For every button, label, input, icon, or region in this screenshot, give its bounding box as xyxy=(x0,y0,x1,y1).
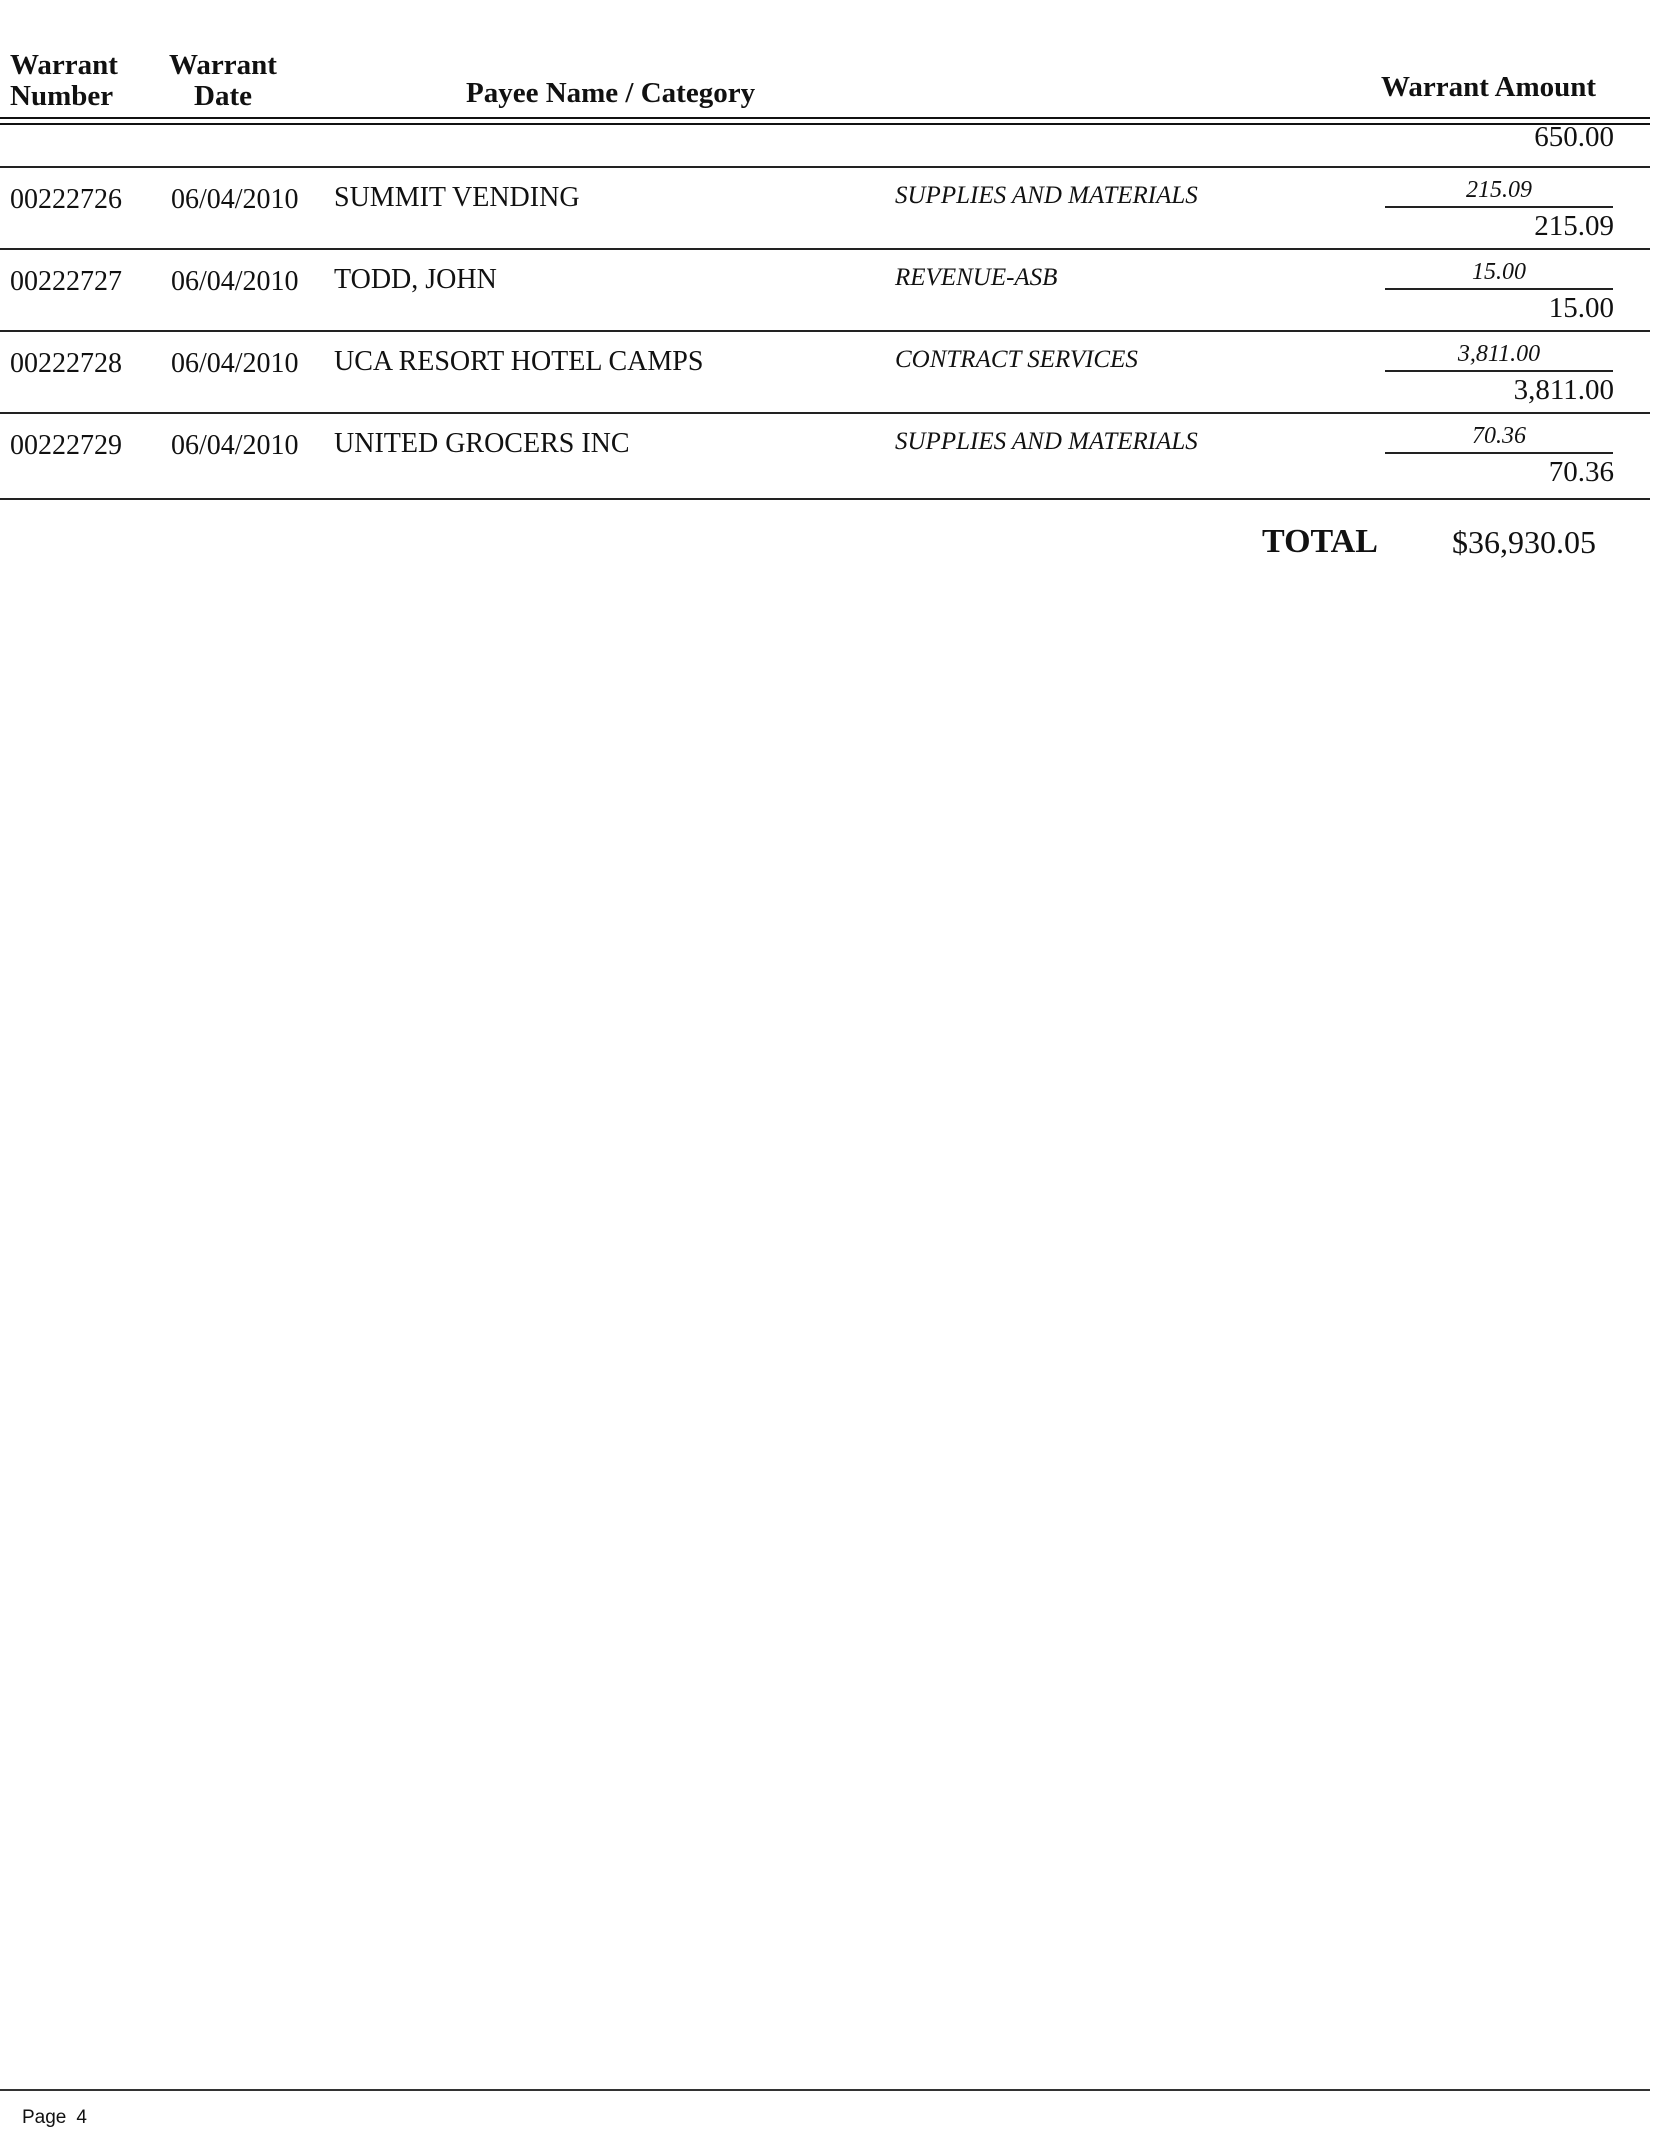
total-value: $36,930.05 xyxy=(1452,524,1596,560)
warrant-date: 06/04/2010 xyxy=(171,348,299,379)
header-warrant-number-line1: Warrant xyxy=(10,49,118,81)
warrant-number: 00222729 xyxy=(10,430,122,461)
category: CONTRACT SERVICES xyxy=(895,346,1138,373)
line-amount: 70.36 xyxy=(1385,422,1613,454)
row-divider xyxy=(0,330,1650,332)
payee-name: TODD, JOHN xyxy=(334,264,497,295)
header-rule-top xyxy=(0,117,1650,119)
row-divider xyxy=(0,166,1650,168)
warrant-number: 00222728 xyxy=(10,348,122,379)
line-amount: 3,811.00 xyxy=(1385,340,1613,372)
payee-name: SUMMIT VENDING xyxy=(334,182,580,213)
header-warrant-date xyxy=(158,50,288,112)
warrant-number: 00222727 xyxy=(10,266,122,297)
table-row xyxy=(0,248,1650,330)
header-warrant-date-line1: Warrant xyxy=(169,49,277,81)
warrant-number: 00222726 xyxy=(10,184,122,215)
header-warrant-number xyxy=(10,50,118,112)
page-number: 4 xyxy=(76,2107,87,2128)
page-footer xyxy=(22,2106,97,2130)
header-rule-bottom xyxy=(0,123,1650,125)
row-divider xyxy=(0,412,1650,414)
warrant-amount: 215.09 xyxy=(1534,210,1614,242)
table-end-rule xyxy=(0,498,1650,500)
warrant-date: 06/04/2010 xyxy=(171,266,299,297)
payee-name: UCA RESORT HOTEL CAMPS xyxy=(334,346,704,377)
header-warrant-date-line2: Date xyxy=(194,80,252,112)
warrant-date: 06/04/2010 xyxy=(171,430,299,461)
header-warrant-number-line2: Number xyxy=(10,80,114,112)
table-row xyxy=(0,412,1650,494)
payee-name: UNITED GROCERS INC xyxy=(334,428,630,459)
line-amount: 215.09 xyxy=(1385,176,1613,208)
warrant-amount: 15.00 xyxy=(1548,292,1614,324)
warrant-date: 06/04/2010 xyxy=(171,184,299,215)
warrant-amount: 3,811.00 xyxy=(1513,374,1614,406)
category: SUPPLIES AND MATERIALS xyxy=(895,428,1198,455)
carry-over-amount: 650.00 xyxy=(1534,121,1614,153)
line-amount: 15.00 xyxy=(1385,258,1613,290)
category: REVENUE-ASB xyxy=(895,264,1058,291)
table-row xyxy=(0,330,1650,412)
header-payee: Payee Name / Category xyxy=(466,77,756,109)
warrant-amount: 70.36 xyxy=(1548,456,1614,488)
total-label: TOTAL xyxy=(1262,523,1378,560)
page-label: Page xyxy=(22,2107,67,2128)
category: SUPPLIES AND MATERIALS xyxy=(895,182,1198,209)
table-header xyxy=(0,0,1664,120)
footer-rule xyxy=(0,2089,1650,2091)
header-warrant-amount: Warrant Amount xyxy=(1381,71,1597,103)
table-row xyxy=(0,166,1650,248)
row-divider xyxy=(0,248,1650,250)
